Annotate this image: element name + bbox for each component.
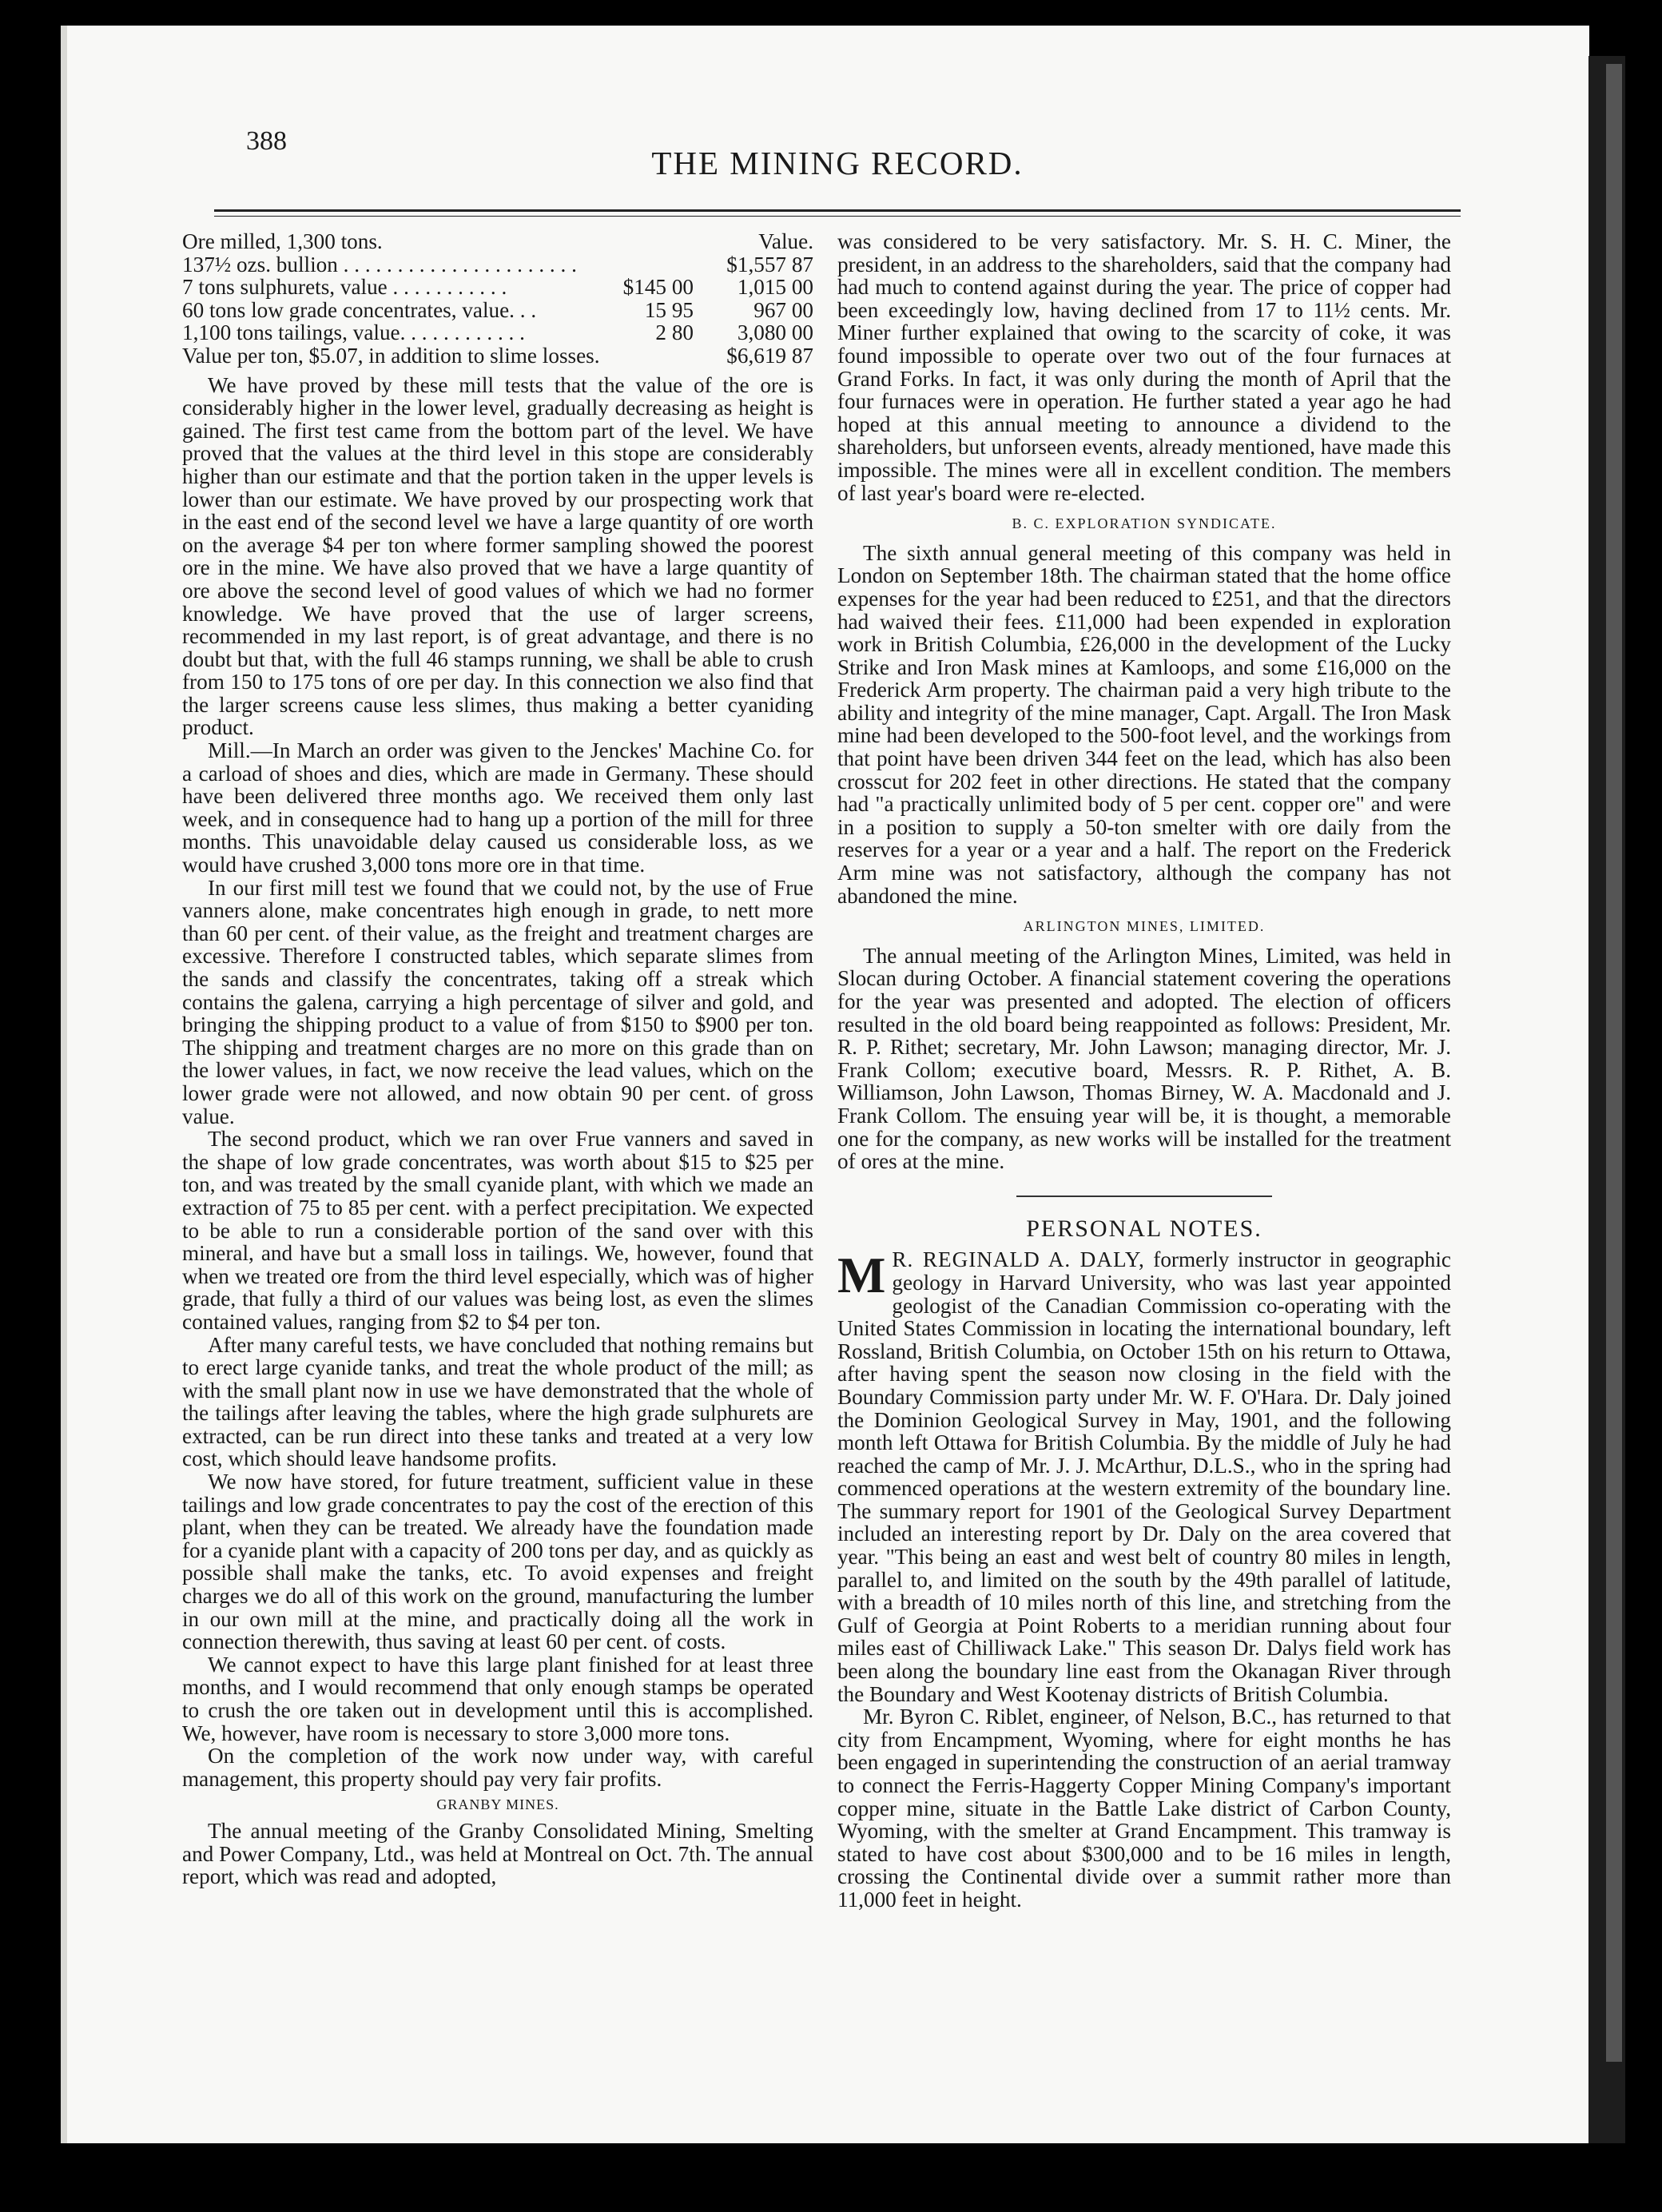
- paragraph-dropcap: [837, 1248, 1451, 1705]
- page-header: [214, 120, 1461, 184]
- lead-caps: R. REGINALD A. DALY,: [892, 1247, 1145, 1272]
- section-heading-arlington: ARLINGTON MINES, LIMITED.: [1023, 918, 1266, 935]
- paragraph-text: formerly instructor in geographic geology in Harvard University, who was last year appointed geologist of the Canadian Commission co-operating with the United States Commission in locating the international boundary, left Rossland, British Columbia, on October 15th on his return to Ottawa, after having spent the season now closing in the field with the Boundary Commission party under Mr. W. F. O'Hara. Dr. Daly joined the Dominion Geological Survey in May, 1901, and the following month left Ottawa for British Columbia. By the middle of July he had reached the camp of Mr. J. J. McArthur, D.L.S., who in the spring had commenced operations at the western extremity of the boundary line. The summary report for 1901 of the Geological Survey Department included an interesting report by Dr. Daly on the area covered that year. "This being an east and west belt of country 80 miles in length, parallel to, and limited on the south by the 49th parallel of latitude, with a breadth of 10 miles north of this line, and stretching from the Gulf of Georgia at Point Roberts to a meridian running about four miles east of Chilliwack Lake." This season Dr. Dalys field work has been along the boundary line east from the Okanagan River through the Boundary and West Kootenay districts of British Columbia.: [837, 1247, 1451, 1706]
- section-heading-bc-exploration: B. C. EXPLORATION SYNDICATE.: [1012, 515, 1277, 532]
- left-column: [182, 230, 813, 1888]
- table-row: 7 tons sulphurets, value . . . . . . . . . . . $145 00 1,015 00: [182, 275, 813, 300]
- table-row: 60 tons low grade concentrates, value. . . 15 95 967 00: [182, 297, 813, 322]
- section-divider: [1016, 1196, 1272, 1197]
- section-heading-personal-notes: PERSONAL NOTES.: [1026, 1215, 1262, 1242]
- table-row: 137½ ozs. bullion . . . . . . . . . . . . . . . . . . . . . . $1,557 87: [182, 252, 813, 276]
- right-column: [837, 230, 1451, 1912]
- paragraph: The second product, which we ran over Frue vanners and saved in the shape of low grade concentrates, was worth about $15 to $25 per ton, and was treated by the small cyanide plant, with which we made an extraction of 75 to 85 per cent. with a perfect precipitation. We expected to be able to run a considerable portion of the sand over with this mineral, and have but a small loss in tailings. We, however, found that when we treated ore from the third level especially, which was of higher grade, that fully a third of our values was being lost, as even the slimes contained values, ranging from $2 to $4 per ton.: [182, 1127, 813, 1334]
- header-rule-thick: [214, 209, 1461, 212]
- table-header-row: [182, 230, 813, 253]
- table-row: 1,100 tons tailings, value. . . . . . . . . . . . 2 80 3,080 00: [182, 320, 813, 345]
- paragraph: We cannot expect to have this large plant finished for at least three months, and I would recommend that only enough stamps be operated to crush the ore taken out in development until this is accomplished. We, however, have room is necessary to store 3,000 more tons.: [182, 1652, 813, 1745]
- paragraph: was considered to be very satisfactory. Mr. S. H. C. Miner, the president, in an address to the shareholders, said that the company had had much to contend against during the year. The price of copper had been exceedingly low, having declined from 17 to 11½ cents. Mr. Miner further explained that owing to the scarcity of coke, it was found impossible to operate over two out of the four furnaces at Grand Forks. In fact, it was only during the month of April that the four furnaces were in operation. He further stated a year ago he had hoped at this annual meeting to announce a dividend to the shareholders, but unforseen events, already mentioned, have made this impossible. The mines were all in excellent condition. The members of last year's board were re-elected.: [837, 229, 1451, 505]
- total-label: Value per ton, $5.07, in addition to slime losses.: [182, 344, 600, 368]
- section-heading-granby: GRANBY MINES.: [436, 1796, 559, 1813]
- paragraph: The annual meeting of the Arlington Mines, Limited, was held in Slocan during October. A financial statement covering the operations for the year was presented and adopted. The election of officers resulted in the old board being reappointed as follows: President, Mr. R. P. Rithet; secretary, Mr. John Lawson; managing director, Mr. J. Frank Collom; executive board, Messrs. R. P. Rithet, A. B. Williamson, John Lawson, Thomas Birney, W. A. Macdonald and J. Frank Collom. The ensuing year will be, it is thought, a memorable one for the company, as new works will be installed for the treatment of ores at the mine.: [837, 943, 1451, 1174]
- running-title: THE MINING RECORD.: [651, 145, 1024, 181]
- table-total-row: [182, 344, 813, 368]
- table-head-right: Value.: [758, 229, 813, 253]
- paragraph: Mr. Byron C. Riblet, engineer, of Nelson, B.C., has returned to that city from Encampment, Wyoming, where for eight months he has been engaged in superintending the construction of an aerial tramway to connect the Ferris-Haggerty Copper Mining Company's important copper mine, situate in the Battle Lake district of Carbon County, Wyoming, with the smelter at Grand Encampment. This tramway is stated to have cost about $300,000 and to be 16 miles in length, crossing the Continental divide over a summit rather more than 11,000 feet in height.: [837, 1705, 1451, 1912]
- total-value: $6,619 87: [726, 343, 813, 368]
- header-rule-thin: [214, 216, 1461, 217]
- page-number: 388: [246, 126, 287, 156]
- paragraph: On the completion of the work now under way, with careful management, this property should pay very fair profits.: [182, 1744, 813, 1791]
- paragraph: After many careful tests, we have concluded that nothing remains but to erect large cyanide tanks, and treat the whole product of the mill; as with the small plant now in use we have demonstrated that the whole of the tailings after leaving the tables, where the high grade sulphurets are extracted, can be run direct into these tanks and treated at a very low cost, which should leave handsome profits.: [182, 1332, 813, 1471]
- scan-right-border-inner: [1606, 64, 1622, 2062]
- paragraph: In our first mill test we found that we could not, by the use of Frue vanners alone, make concentrates high enough in grade, to nett more than 60 per cent. of their value, as the freight and treatment charges are excessive. Therefore I constructed tables, which separate slimes from the sands and classify the concentrates, taking off a streak which contains the galena, carrying a high percentage of silver and gold, and bringing the shipping product to a value of from $150 to $900 per ton. The shipping and treatment charges are no more on this grade than on the lower values, in fact, we now receive the lead values, which on the lower grade were not allowed, and now obtain 90 per cent. of gross value.: [182, 875, 813, 1128]
- drop-cap: M: [837, 1247, 886, 1304]
- paragraph: The sixth annual general meeting of this company was held in London on September 18th. The chairman stated that the home office expenses for the year had been reduced to £251, and that the directors had waived their fees. £11,000 had been expended in exploration work in British Columbia, £26,000 in the development of the Lucky Strike and Iron Mask mines at Kamloops, and some £16,000 on the Frederick Arm property. The chairman paid a very high tribute to the ability and integrity of the mine manager, Capt. Argall. The Iron Mask mine had been developed to the 500-foot level, and the workings from that point have been driven 344 feet on the lead, which has also been crosscut for 202 feet in other directions. He stated that the company had "a practically unlimited body of 5 per cent. copper ore" and were in a position to supply a 50-ton smelter with ore daily from the reserves for a year or a year and a half. The report on the Frederick Arm mine was not satisfactory, although the company has not abandoned the mine.: [837, 540, 1451, 908]
- table-head-left: Ore milled, 1,300 tons.: [182, 230, 383, 253]
- paragraph: We have proved by these mill tests that the value of the ore is considerably higher in the lower level, gradually decreasing as height is gained. The first test came from the bottom part of the level. We have proved that the values at the third level in this stope are considerably higher than our estimate and that the portion taken in the upper levels is lower than our estimate. We have proved by our prospecting work that in the east end of the second level we have a large quantity of ore worth on the average $4 per ton where former sampling showed the poorest ore in the mine. We have also proved that we have a large quantity of ore above the second level of good values of which we had no former knowledge. We have proved that the use of larger screens, recommended in my last report, is of great advantage, and there is no doubt but that, with the full 46 stamps running, we shall be able to crush from 150 to 175 tons of ore per day. In this connection we also find that the larger screens cause less slimes, thus making a better cyaniding product.: [182, 372, 813, 740]
- paragraph: Mill.—In March an order was given to the Jenckes' Machine Co. for a carload of shoes and dies, which are made in Germany. These should have been delivered three months ago. We received them only last week, and in consequence had to hang up a portion of the mill for three months. This unavoidable delay caused us considerable loss, as we would have crushed 3,000 tons more ore in that time.: [182, 738, 813, 877]
- paragraph: The annual meeting of the Granby Consolidated Mining, Smelting and Power Company, Ltd., was held at Montreal on Oct. 7th. The annual report, which was read and adopted,: [182, 1818, 813, 1889]
- paragraph: We now have stored, for future treatment, sufficient value in these tailings and low grade concentrates to pay the cost of the erection of this plant, when they can be treated. We already have the foundation made for a cyanide plant with a capacity of 200 tons per day, and as quickly as possible shall make the tanks, etc. To avoid expenses and freight charges we do all of this work on the ground, manufacturing the lumber in our own mill at the mine, and practically doing all the work in connection therewith, thus saving at least 60 per cent. of costs.: [182, 1470, 813, 1654]
- mill-results-table: [182, 230, 813, 368]
